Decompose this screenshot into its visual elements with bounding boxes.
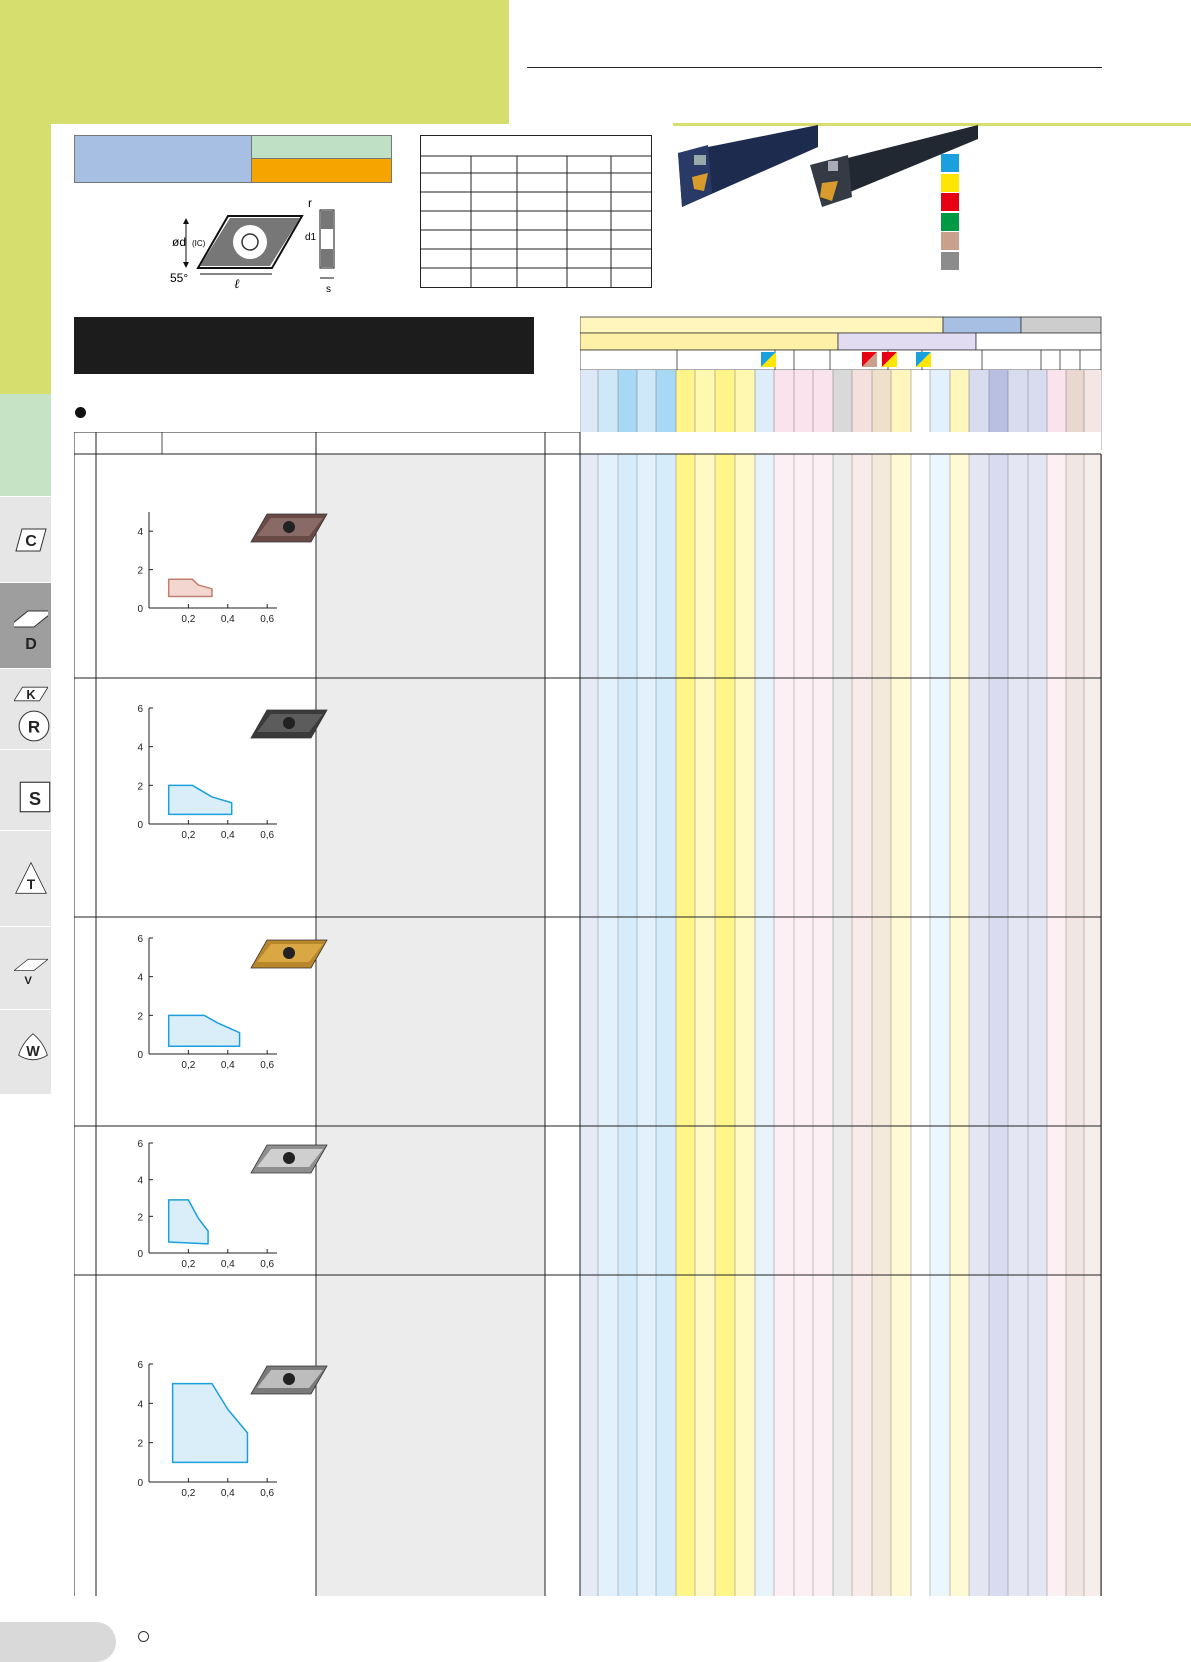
chart-x-tick-label: 0,6 — [260, 830, 275, 841]
header-sub-yellow — [580, 333, 838, 350]
insert-diagram — [170, 196, 360, 306]
grade-column-body — [872, 454, 891, 1596]
chart-area — [169, 1200, 208, 1244]
insert-hole — [283, 1152, 295, 1164]
chart-y-tick-label: 2 — [137, 1212, 143, 1224]
grade-column-body — [794, 454, 813, 1596]
grade-column-body — [735, 454, 755, 1596]
tab-letter: V — [24, 975, 32, 988]
chart-x-tick-label: 0,4 — [220, 1488, 235, 1499]
chart-y-tick-label: 4 — [137, 742, 143, 754]
grade-column-body — [656, 454, 676, 1596]
grade-column-body — [911, 454, 930, 1596]
angle-label: 55° — [170, 271, 189, 285]
rhombus-80-icon — [14, 523, 48, 557]
insert-hole — [283, 717, 295, 729]
side-tab-w[interactable] — [0, 1010, 51, 1095]
side-tab-s[interactable] — [0, 750, 51, 831]
description-column — [317, 454, 545, 1596]
chart-x-tick-label: 0,4 — [220, 1259, 235, 1270]
diameter-label: ød — [172, 235, 187, 249]
feed-depth-chart — [137, 934, 327, 1071]
chart-x-tick-label: 0,2 — [181, 1259, 196, 1270]
legend-orange-cell — [251, 159, 391, 182]
grade-column-body — [891, 454, 911, 1596]
boring-bar-photo — [678, 125, 818, 215]
grade-header — [580, 315, 1102, 450]
trigon-insert-icon — [16, 1032, 50, 1066]
chart-area — [173, 1384, 248, 1463]
grade-column-body — [598, 454, 618, 1596]
rhombus-55-icon — [14, 609, 48, 653]
swatch-blue — [941, 154, 959, 172]
tab-letter: C — [25, 533, 37, 550]
radius-label: r — [308, 196, 312, 210]
side-tab-k-r[interactable] — [0, 669, 51, 750]
grade-column-body — [774, 454, 794, 1596]
length-label: ℓ — [234, 277, 240, 292]
tab-letter: S — [28, 788, 42, 809]
side-tab-v[interactable] — [0, 927, 51, 1010]
chart-x-tick-label: 0,6 — [260, 1060, 275, 1071]
grade-column-body — [715, 454, 735, 1596]
insert-hole — [283, 947, 295, 959]
chart-x-tick-label: 0,6 — [260, 614, 275, 625]
chart-y-tick-label: 4 — [137, 1175, 143, 1187]
hole-label: d1 — [305, 232, 317, 243]
triangle-insert-icon — [14, 861, 48, 895]
side-tab-blank[interactable] — [0, 394, 51, 497]
table-head-row — [74, 432, 1101, 454]
legend-green-cell — [251, 136, 391, 159]
dimension-table — [420, 135, 652, 288]
header-band-yellow — [580, 317, 943, 333]
header-sub-white — [976, 333, 1101, 350]
footer-circle-mark — [138, 1631, 149, 1642]
chart-y-tick-label: 6 — [137, 934, 143, 945]
grade-column-body — [1047, 454, 1066, 1596]
legend-blue-cell — [75, 136, 251, 182]
chart-x-tick-label: 0,2 — [181, 830, 196, 841]
page-number-tab — [0, 1622, 116, 1662]
chart-y-tick-label: 0 — [137, 1249, 143, 1260]
chart-y-tick-label: 6 — [137, 1139, 143, 1150]
thickness-label: s — [326, 284, 331, 295]
grade-column-body — [950, 454, 969, 1596]
chart-area — [169, 1015, 240, 1046]
header-sub-lilac — [838, 333, 976, 350]
diameter-note: (IC) — [192, 239, 206, 248]
grade-column-body — [1008, 454, 1028, 1596]
chart-x-tick-label: 0,2 — [181, 614, 196, 625]
grade-column-body — [676, 454, 695, 1596]
chart-area — [169, 579, 212, 596]
header-band — [0, 0, 509, 124]
chart-y-tick-label: 6 — [137, 1360, 143, 1371]
tab-letter: R — [27, 717, 41, 737]
grade-column-body — [755, 454, 774, 1596]
title-rule — [527, 67, 1102, 68]
chart-y-tick-label: 0 — [137, 1050, 143, 1061]
side-tab-t[interactable] — [0, 831, 51, 927]
insert-hole — [283, 521, 295, 533]
grade-column-body — [618, 454, 637, 1596]
feed-depth-chart — [137, 1360, 327, 1499]
chart-x-tick-label: 0,6 — [260, 1488, 275, 1499]
swatch-tan — [941, 232, 959, 250]
chart-x-tick-label: 0,6 — [260, 1259, 275, 1270]
chart-x-tick-label: 0,4 — [220, 1060, 235, 1071]
side-band — [0, 124, 51, 394]
chart-x-tick-label: 0,4 — [220, 614, 235, 625]
feed-depth-chart — [137, 512, 327, 625]
chart-area — [169, 785, 232, 814]
grade-column-body — [1028, 454, 1047, 1596]
chart-y-tick-label: 2 — [137, 1438, 143, 1450]
grade-column-body — [833, 454, 852, 1596]
grade-column-body — [580, 454, 598, 1596]
swatch-grey — [941, 252, 959, 270]
chart-y-tick-label: 0 — [137, 604, 143, 615]
swatch-green — [941, 213, 959, 231]
swatch-red — [941, 193, 959, 211]
tab-letter: K — [26, 687, 36, 703]
tab-letter: W — [26, 1044, 40, 1061]
grade-column-body — [930, 454, 950, 1596]
chart-y-tick-label: 4 — [137, 527, 143, 539]
insert-table — [74, 432, 1102, 1600]
side-tab-d[interactable] — [0, 583, 51, 669]
chart-y-tick-label: 2 — [137, 781, 143, 793]
side-tab-c[interactable] — [0, 497, 51, 583]
chart-x-tick-label: 0,2 — [181, 1488, 196, 1499]
tab-letter: D — [25, 636, 37, 653]
grade-column-body — [1084, 454, 1102, 1596]
chart-y-tick-label: 4 — [137, 972, 143, 984]
feed-depth-chart — [137, 704, 327, 841]
header-icon-row — [580, 350, 1101, 370]
grade-column-body — [637, 454, 656, 1596]
chart-y-tick-label: 2 — [137, 565, 143, 577]
chart-y-tick-label: 0 — [137, 820, 143, 831]
grade-column-body — [969, 454, 989, 1596]
parallelogram-icon — [14, 677, 48, 711]
insert-hole — [283, 1373, 295, 1385]
chart-y-tick-label: 6 — [137, 704, 143, 715]
chart-y-tick-label: 4 — [137, 1399, 143, 1411]
grade-column-body — [695, 454, 715, 1596]
chart-x-tick-label: 0,2 — [181, 1060, 196, 1071]
bullet-marker — [75, 407, 86, 418]
header-band-blue — [943, 317, 1021, 333]
grade-legend — [74, 135, 392, 183]
round-insert-icon — [17, 709, 51, 743]
chart-y-tick-label: 2 — [137, 1011, 143, 1023]
grade-column-body — [1066, 454, 1084, 1596]
swatch-yellow — [941, 174, 959, 192]
chart-y-tick-label: 0 — [137, 1478, 143, 1489]
square-insert-icon — [18, 780, 52, 814]
rhombus-35-icon — [14, 955, 48, 989]
section-header-bar — [74, 317, 534, 374]
grade-column-body — [813, 454, 833, 1596]
grade-column-body — [989, 454, 1008, 1596]
grade-column-body — [852, 454, 872, 1596]
header-band-grey — [1021, 317, 1101, 333]
tab-letter: T — [26, 877, 36, 893]
feed-depth-chart — [137, 1139, 327, 1270]
chart-x-tick-label: 0,4 — [220, 830, 235, 841]
